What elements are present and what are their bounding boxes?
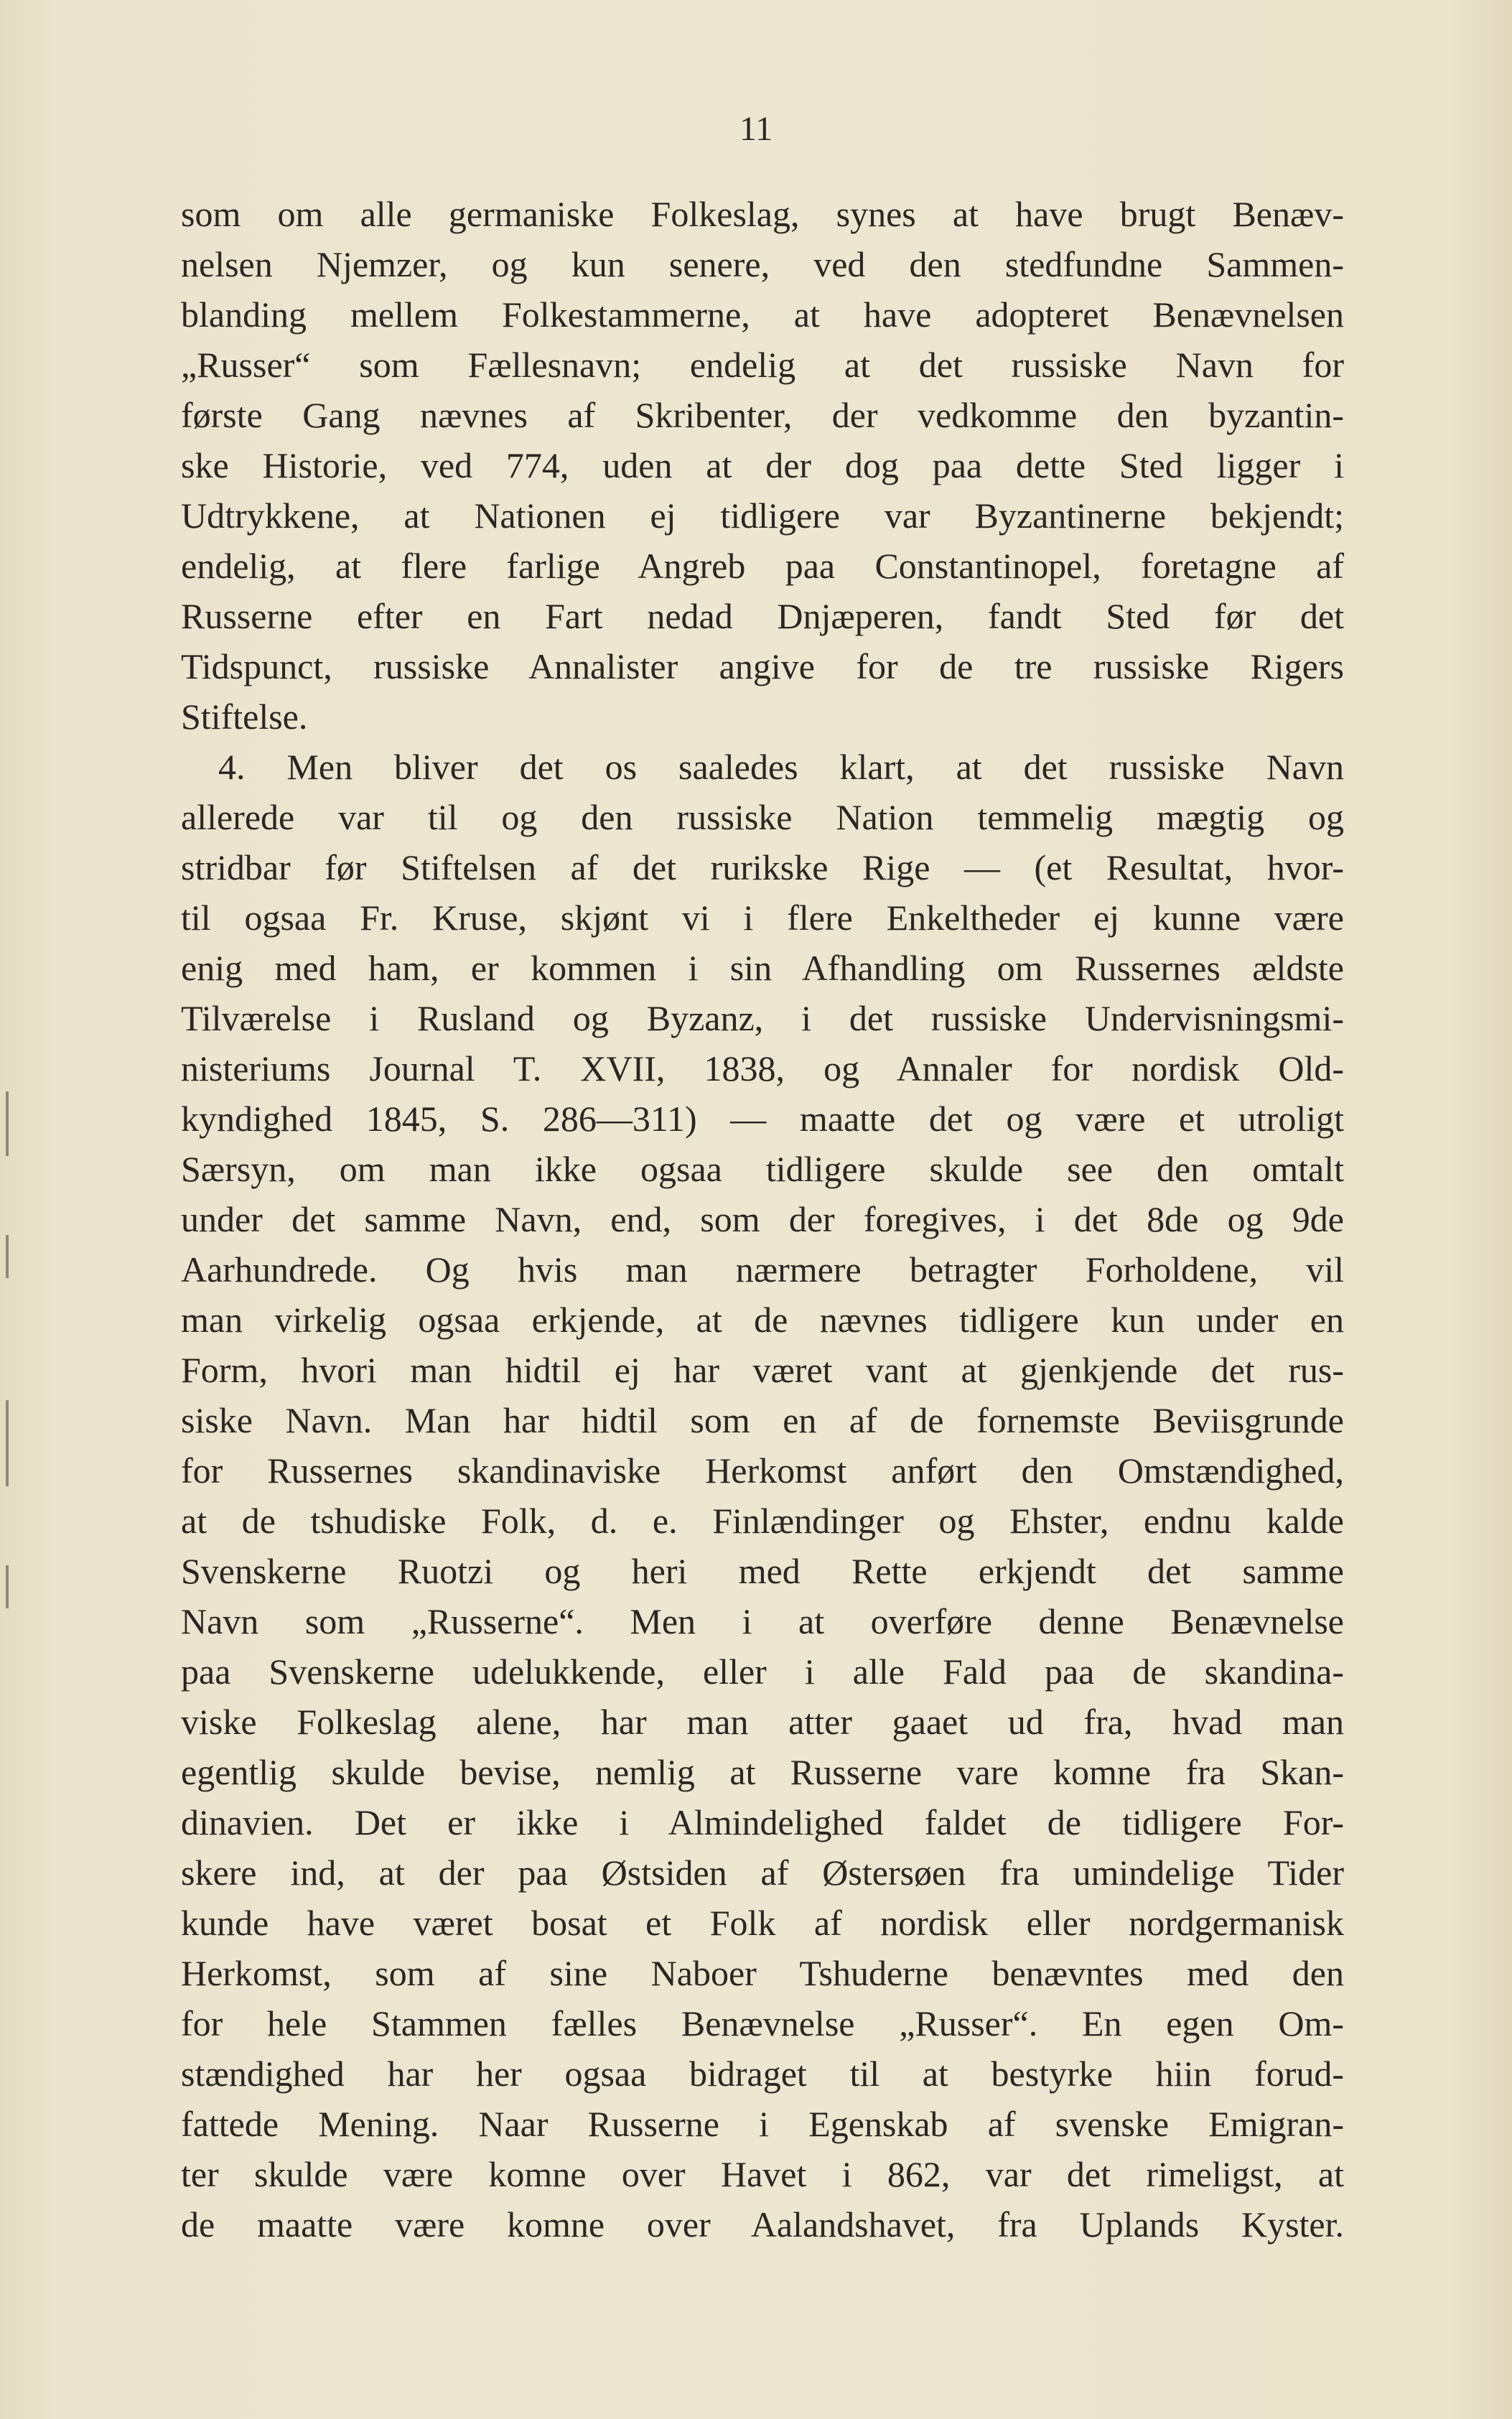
text-line: Svenskerne Ruotzi og heri med Rette erkjendt det samme <box>181 1551 1344 1591</box>
text-line: at de tshudiske Folk, d. e. Finlændinger og Ehster, endnu kalde <box>181 1501 1344 1541</box>
paragraph-1 <box>181 189 1344 742</box>
text-line: nelsen Njemzer, og kun senere, ved den stedfundne Sammen- <box>181 244 1344 284</box>
page-number: 11 <box>739 110 773 148</box>
text-line: nisteriums Journal T. XVII, 1838, og Annaler for nordisk Old- <box>181 1048 1344 1089</box>
text-line: Russerne efter en Fart nedad Dnjæperen, fandt Sted før det <box>181 596 1344 636</box>
text-line: første Gang nævnes af Skribenter, der vedkomme den byzantin- <box>181 395 1344 435</box>
text-line: Navn som „Russerne“. Men i at overføre denne Benævnelse <box>181 1601 1344 1641</box>
text-line: som om alle germaniske Folkeslag, synes at have brugt Benæv- <box>181 194 1344 234</box>
text-line: kunde have været bosat et Folk af nordisk eller nordgermanisk <box>181 1903 1344 1943</box>
text-line: ter skulde være komne over Havet i 862, var det rimeligst, at <box>181 2154 1344 2194</box>
text-line: Aarhundrede. Og hvis man nærmere betragter Forholdene, vil <box>181 1249 1344 1290</box>
text-line: blanding mellem Folkestammerne, at have adopteret Benævnelsen <box>181 294 1344 335</box>
text-line: Stiftelse. <box>181 696 308 737</box>
text-line: man virkelig ogsaa erkjende, at de nævnes tidligere kun under en <box>181 1300 1344 1340</box>
text-line: de maatte være komne over Aalandshavet, fra Uplands Kyster. <box>181 2204 1344 2245</box>
text-line: stændighed har her ogsaa bidraget til at bestyrke hiin forud- <box>181 2054 1344 2094</box>
text-line: paa Svenskerne udelukkende, eller i alle Fald paa de skandina- <box>181 1651 1344 1692</box>
binding-edge-mark <box>6 1400 9 1486</box>
text-line: Udtrykkene, at Nationen ej tidligere var Byzantinerne bekjendt; <box>181 495 1344 536</box>
paragraph-2 <box>181 742 1344 2250</box>
text-line: 4. Men bliver det os saaledes klart, at det russiske Navn <box>218 747 1344 787</box>
text-line: til ogsaa Fr. Kruse, skjønt vi i flere Enkeltheder ej kunne være <box>181 898 1344 938</box>
text-line: viske Folkeslag alene, har man atter gaaet ud fra, hvad man <box>181 1702 1344 1742</box>
text-line: for hele Stammen fælles Benævnelse „Russer“. En egen Om- <box>181 2003 1344 2043</box>
text-line: endelig, at flere farlige Angreb paa Constantinopel, foretagne af <box>181 546 1344 586</box>
text-line: „Russer“ som Fællesnavn; endelig at det russiske Navn for <box>181 345 1344 385</box>
binding-edge-mark <box>6 1091 9 1156</box>
text-line: fattede Mening. Naar Russerne i Egenskab af svenske Emigran- <box>181 2104 1344 2144</box>
text-line: dinavien. Det er ikke i Almindelighed faldet de tidligere For- <box>181 1802 1344 1842</box>
text-line: skere ind, at der paa Østsiden af Østersøen fra umindelige Tider <box>181 1852 1344 1893</box>
binding-edge-mark <box>6 1565 9 1608</box>
text-line: kyndighed 1845, S. 286—311) — maatte det og være et utroligt <box>181 1099 1344 1139</box>
text-line: egentlig skulde bevise, nemlig at Russerne vare komne fra Skan- <box>181 1752 1344 1792</box>
text-line: ske Historie, ved 774, uden at der dog paa dette Sted ligger i <box>181 445 1344 485</box>
text-line: allerede var til og den russiske Nation temmelig mægtig og <box>181 797 1344 837</box>
text-line: Særsyn, om man ikke ogsaa tidligere skulde see den omtalt <box>181 1149 1344 1189</box>
text-line: Tidspunct, russiske Annalister angive for de tre russiske Rigers <box>181 646 1344 686</box>
text-line: for Russernes skandinaviske Herkomst anført den Omstændighed, <box>181 1450 1344 1491</box>
text-line: enig med ham, er kommen i sin Afhandling om Russernes ældste <box>181 948 1344 988</box>
text-line: Herkomst, som af sine Naboer Tshuderne benævntes med den <box>181 1953 1344 1993</box>
text-line: under det samme Navn, end, som der foregives, i det 8de og 9de <box>181 1199 1344 1239</box>
text-line: stridbar før Stiftelsen af det rurikske Rige — (et Resultat, hvor- <box>181 847 1344 887</box>
text-line: siske Navn. Man har hidtil som en af de fornemste Beviisgrunde <box>181 1400 1344 1440</box>
text-line: Form, hvori man hidtil ej har været vant at gjenkjende det rus- <box>181 1350 1344 1390</box>
body-text <box>181 189 1344 2250</box>
text-line: Tilværelse i Rusland og Byzanz, i det russiske Undervisningsmi- <box>181 998 1344 1038</box>
binding-edge-mark <box>6 1235 9 1278</box>
